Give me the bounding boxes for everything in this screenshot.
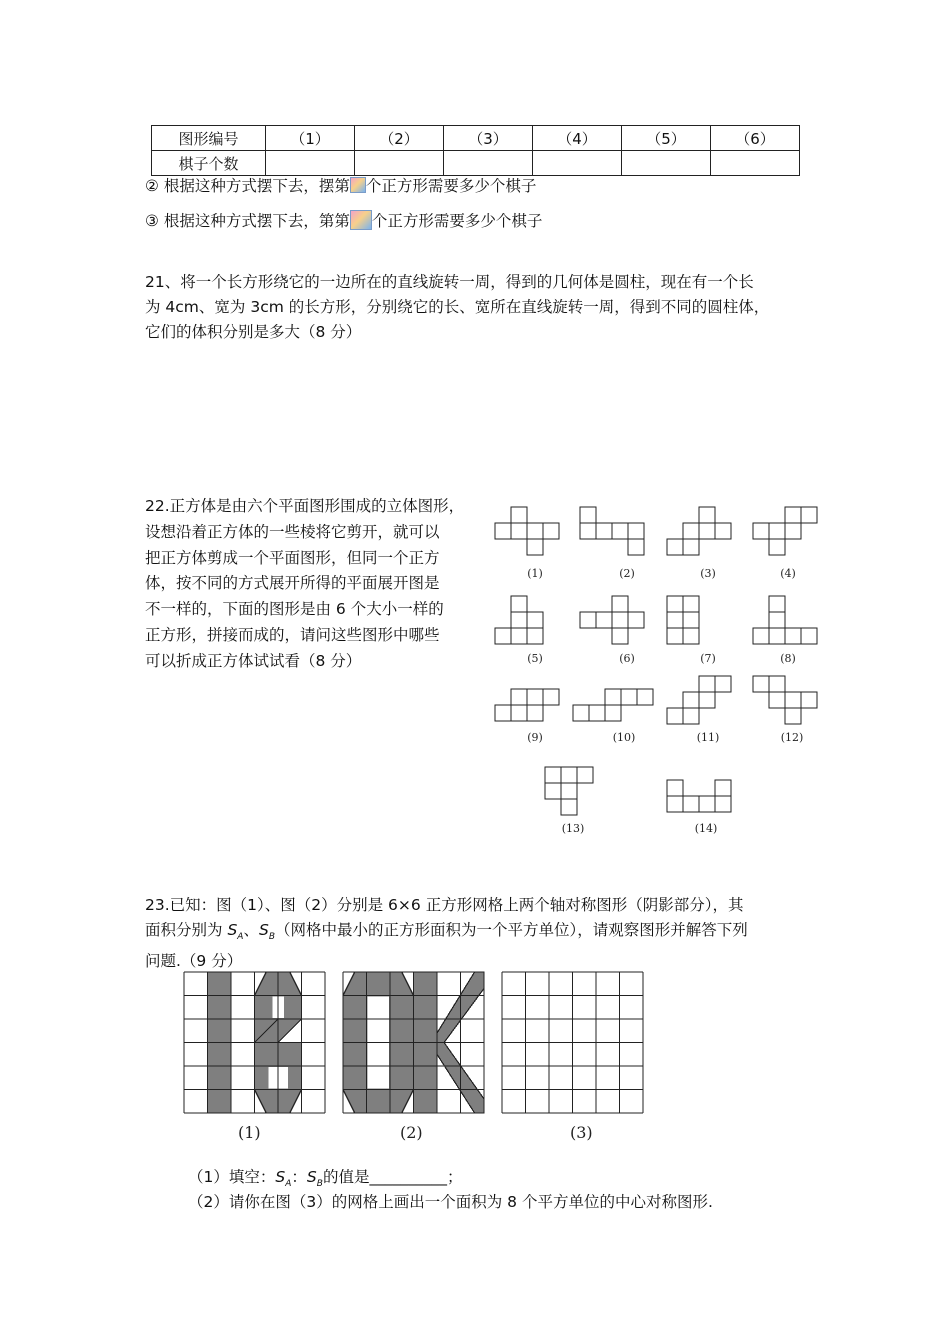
cube-net-label: (12) [780,731,804,744]
q22-line: 正方形，拼接而成的，请问这些图形中哪些 [145,625,440,644]
q22-line: 把正方体剪成一个平面图形，但同一个正方 [145,548,440,567]
q23-sub-1-text: 的值是__________； [322,1168,463,1186]
cube-net-label: (14) [694,822,718,835]
q21-line: 它们的体积分别是多大（8 分） [145,323,362,341]
grid-lines [184,972,325,1113]
cube-net-label: (2) [619,567,635,580]
table-column-header: （5） [622,126,711,151]
cube-net-label: (5) [527,652,543,665]
area-a-subscript: A [285,1179,292,1190]
q22-line: 可以折成正方体试试看（8 分） [145,651,362,670]
q23-line: 23.已知：图（1）、图（2）分别是 6×6 正方形网格上两个轴对称图形（阴影部分），其 [145,896,744,914]
grid-lines [502,972,643,1113]
table-header-label: 图形编号 [152,126,266,151]
table-column-header: （3） [444,126,533,151]
cube-net-label: (1) [527,567,543,580]
area-b-letter: S [306,1168,317,1186]
grid-label: (1) [238,1123,261,1142]
cube-net-label: (13) [561,822,585,835]
grid-label: (3) [570,1123,593,1142]
q20-item-2-suffix: 个正方形需要多少个棋子 [365,177,537,195]
q21-line: 为 4cm、宽为 3cm 的长方形，分别绕它的长、宽所在直线旋转一周，得到不同的圆柱体， [145,298,770,316]
cube-net-label: (8) [780,652,796,665]
area-a-letter: S [275,1168,286,1186]
q20-item-3-prefix: ③ 根据这种方式摆下去，第第 [145,212,350,230]
q23-line-text: （网格中最小的正方形面积为一个平方单位），请观察图形并解答下列 [275,920,748,939]
cube-net-label: (3) [700,567,716,580]
table-column-header: （6） [711,126,800,151]
table-column-header: （1） [266,126,355,151]
grid-label: (2) [400,1123,423,1142]
q22-line: 设想沿着正方体的一些棱将它剪开，就可以 [145,522,440,541]
ratio-colon: ： [291,1168,307,1186]
area-a-letter: S [227,920,238,939]
area-b-letter: S [258,920,269,939]
separator: 、 [243,920,259,939]
cube-net-label: (11) [696,731,720,744]
q22-line: 22.正方体是由六个平面图形围成的立体图形， [145,497,465,515]
table-column-header: （4） [533,126,622,151]
q23-line: 问题.（9 分） [145,952,243,971]
area-a-subscript: A [237,931,244,942]
cube-net-label: (9) [527,731,543,744]
q20-item-2-prefix: ② 根据这种方式摆下去，摆第 [145,177,350,195]
area-b-subscript: B [316,1179,323,1190]
area-b-subscript: B [268,931,275,942]
cube-net-label: (10) [612,731,636,744]
q22-line: 体，按不同的方式展开所得的平面展开图是 [145,574,440,593]
q22-line: 不一样的，下面的图形是由 6 个大小一样的 [145,600,444,619]
area-b-symbol [306,1168,323,1190]
table-row-label: 棋子个数 [152,151,266,176]
area-a-symbol [275,1168,292,1190]
table-column-header: （2） [355,126,444,151]
q20-item-3-suffix: 个正方形需要多少个棋子 [371,212,543,230]
q23-sub-1-text: （1）填空： [188,1168,276,1186]
q23-sub-2: （2）请你在图（3）的网格上画出一个面积为 8 个平方单位的中心对称图形. [188,1193,713,1211]
q23-line-text: 面积分别为 [145,920,228,939]
cube-net-label: (4) [780,567,796,580]
cube-net-label: (6) [619,652,635,665]
q21-line: 21、将一个长方形绕它的一边所在的直线旋转一周，得到的几何体是圆柱，现在有一个长 [145,273,754,291]
cube-net-label: (7) [700,652,716,665]
